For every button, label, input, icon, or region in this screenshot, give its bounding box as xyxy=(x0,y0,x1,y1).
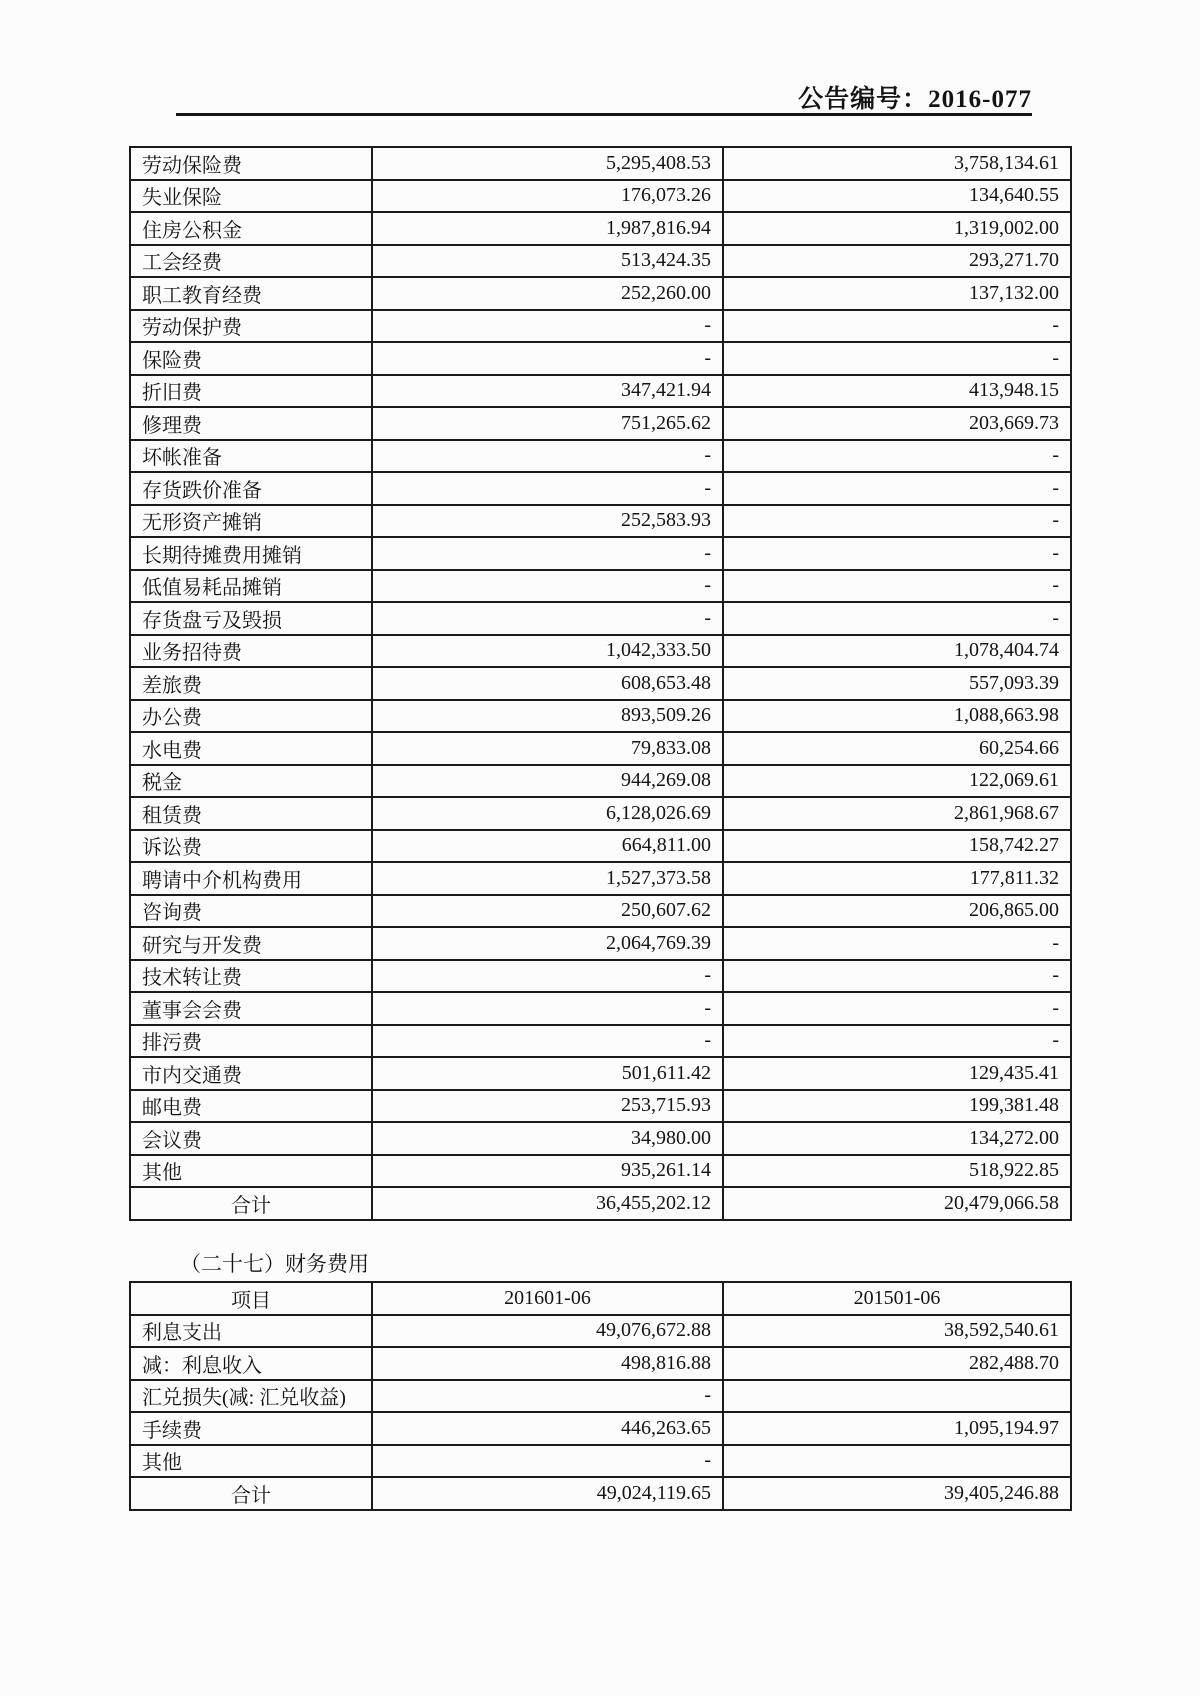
table-row xyxy=(130,570,1071,603)
row-label: 修理费 xyxy=(130,407,372,440)
prior-period-value: 3,758,134.61 xyxy=(723,147,1071,180)
table-row xyxy=(130,602,1071,635)
prior-period-value: - xyxy=(723,505,1071,538)
table-row xyxy=(130,862,1071,895)
current-period-value: - xyxy=(372,310,723,343)
prior-period-value: 177,811.32 xyxy=(723,862,1071,895)
table-row xyxy=(130,1412,1071,1445)
table-row xyxy=(130,342,1071,375)
prior-period-value: 1,088,663.98 xyxy=(723,700,1071,733)
row-label: 存货跌价准备 xyxy=(130,472,372,505)
table-row xyxy=(130,732,1071,765)
row-label: 税金 xyxy=(130,765,372,798)
row-label: 减：利息收入 xyxy=(130,1347,372,1380)
total-row xyxy=(130,1187,1071,1220)
row-label: 其他 xyxy=(130,1445,372,1478)
table-row xyxy=(130,992,1071,1025)
prior-period-value: 134,272.00 xyxy=(723,1122,1071,1155)
current-period-value: - xyxy=(372,992,723,1025)
table-row xyxy=(130,667,1071,700)
row-label: 办公费 xyxy=(130,700,372,733)
current-period-value: 935,261.14 xyxy=(372,1155,723,1188)
finance-header-item: 项目 xyxy=(130,1282,372,1315)
current-period-value: - xyxy=(372,472,723,505)
table-row xyxy=(130,407,1071,440)
prior-period-value: - xyxy=(723,927,1071,960)
table-row xyxy=(130,245,1071,278)
row-label: 低值易耗品摊销 xyxy=(130,570,372,603)
row-label: 研究与开发费 xyxy=(130,927,372,960)
prior-period-value: 137,132.00 xyxy=(723,277,1071,310)
prior-period-value: 20,479,066.58 xyxy=(723,1187,1071,1220)
table-row xyxy=(130,927,1071,960)
table-row xyxy=(130,375,1071,408)
prior-period-value: - xyxy=(723,537,1071,570)
prior-period-value: 206,865.00 xyxy=(723,895,1071,928)
row-label: 职工教育经费 xyxy=(130,277,372,310)
row-label: 聘请中介机构费用 xyxy=(130,862,372,895)
table-row xyxy=(130,1090,1071,1123)
prior-period-value: 129,435.41 xyxy=(723,1057,1071,1090)
current-period-value: - xyxy=(372,1025,723,1058)
table-row xyxy=(130,960,1071,993)
current-period-value: 6,128,026.69 xyxy=(372,797,723,830)
row-label: 工会经费 xyxy=(130,245,372,278)
current-period-value: 250,607.62 xyxy=(372,895,723,928)
current-period-value: 34,980.00 xyxy=(372,1122,723,1155)
row-label: 排污费 xyxy=(130,1025,372,1058)
row-label: 合计 xyxy=(130,1187,372,1220)
table-row xyxy=(130,895,1071,928)
prior-period-value: - xyxy=(723,1025,1071,1058)
current-period-value: 2,064,769.39 xyxy=(372,927,723,960)
table-row xyxy=(130,310,1071,343)
row-label: 董事会会费 xyxy=(130,992,372,1025)
row-label: 诉讼费 xyxy=(130,830,372,863)
prior-period-value: - xyxy=(723,992,1071,1025)
current-period-value: - xyxy=(372,570,723,603)
current-period-value: 608,653.48 xyxy=(372,667,723,700)
table-row xyxy=(130,1445,1071,1478)
prior-period-value: - xyxy=(723,472,1071,505)
current-period-value: 252,260.00 xyxy=(372,277,723,310)
table-row xyxy=(130,700,1071,733)
finance-header-period-2016: 201601-06 xyxy=(372,1282,723,1315)
row-label: 无形资产摊销 xyxy=(130,505,372,538)
total-row xyxy=(130,1477,1071,1510)
current-period-value: 498,816.88 xyxy=(372,1347,723,1380)
prior-period-value: 282,488.70 xyxy=(723,1347,1071,1380)
table-row xyxy=(130,537,1071,570)
table-row xyxy=(130,1057,1071,1090)
row-label: 技术转让费 xyxy=(130,960,372,993)
row-label: 汇兑损失(减: 汇兑收益) xyxy=(130,1380,372,1413)
finance-table xyxy=(129,1281,1072,1511)
row-label: 租赁费 xyxy=(130,797,372,830)
current-period-value: 1,987,816.94 xyxy=(372,212,723,245)
table-row xyxy=(130,765,1071,798)
current-period-value: 5,295,408.53 xyxy=(372,147,723,180)
current-period-value: - xyxy=(372,440,723,473)
current-period-value: 1,042,333.50 xyxy=(372,635,723,668)
table-row xyxy=(130,635,1071,668)
current-period-value: - xyxy=(372,342,723,375)
prior-period-value: 39,405,246.88 xyxy=(723,1477,1071,1510)
current-period-value: 513,424.35 xyxy=(372,245,723,278)
finance-header-period-2015: 201501-06 xyxy=(723,1282,1071,1315)
current-period-value: 664,811.00 xyxy=(372,830,723,863)
current-period-value: 79,833.08 xyxy=(372,732,723,765)
row-label: 长期待摊费用摊销 xyxy=(130,537,372,570)
prior-period-value: 2,861,968.67 xyxy=(723,797,1071,830)
prior-period-value: - xyxy=(723,570,1071,603)
current-period-value: 501,611.42 xyxy=(372,1057,723,1090)
current-period-value: - xyxy=(372,1380,723,1413)
prior-period-value: - xyxy=(723,342,1071,375)
prior-period-value: - xyxy=(723,960,1071,993)
finance-table-body xyxy=(130,1315,1071,1510)
prior-period-value: 134,640.55 xyxy=(723,180,1071,213)
table-row xyxy=(130,1025,1071,1058)
table-row xyxy=(130,1122,1071,1155)
current-period-value: 49,024,119.65 xyxy=(372,1477,723,1510)
prior-period-value: 203,669.73 xyxy=(723,407,1071,440)
current-period-value: 446,263.65 xyxy=(372,1412,723,1445)
table-row xyxy=(130,797,1071,830)
prior-period-value: 557,093.39 xyxy=(723,667,1071,700)
prior-period-value: 158,742.27 xyxy=(723,830,1071,863)
current-period-value: - xyxy=(372,602,723,635)
expense-table-body xyxy=(130,147,1071,1220)
section-title: （二十七）财务费用 xyxy=(180,1252,369,1276)
row-label: 存货盘亏及毁损 xyxy=(130,602,372,635)
row-label: 业务招待费 xyxy=(130,635,372,668)
prior-period-value: - xyxy=(723,602,1071,635)
current-period-value: 252,583.93 xyxy=(372,505,723,538)
prior-period-value: 1,078,404.74 xyxy=(723,635,1071,668)
table-row xyxy=(130,1155,1071,1188)
row-label: 劳动保护费 xyxy=(130,310,372,343)
row-label: 市内交通费 xyxy=(130,1057,372,1090)
prior-period-value xyxy=(723,1380,1071,1413)
table-row xyxy=(130,440,1071,473)
prior-period-value: 122,069.61 xyxy=(723,765,1071,798)
current-period-value: 253,715.93 xyxy=(372,1090,723,1123)
table-row xyxy=(130,505,1071,538)
table-row xyxy=(130,1380,1071,1413)
prior-period-value: 1,095,194.97 xyxy=(723,1412,1071,1445)
current-period-value: - xyxy=(372,537,723,570)
row-label: 会议费 xyxy=(130,1122,372,1155)
current-period-value: - xyxy=(372,960,723,993)
row-label: 其他 xyxy=(130,1155,372,1188)
current-period-value: 944,269.08 xyxy=(372,765,723,798)
row-label: 住房公积金 xyxy=(130,212,372,245)
table-row xyxy=(130,147,1071,180)
prior-period-value: 413,948.15 xyxy=(723,375,1071,408)
current-period-value: 176,073.26 xyxy=(372,180,723,213)
header-rule xyxy=(176,113,1032,116)
table-row xyxy=(130,830,1071,863)
row-label: 咨询费 xyxy=(130,895,372,928)
row-label: 邮电费 xyxy=(130,1090,372,1123)
current-period-value: 347,421.94 xyxy=(372,375,723,408)
prior-period-value: 38,592,540.61 xyxy=(723,1315,1071,1348)
table-row xyxy=(130,1347,1071,1380)
row-label: 差旅费 xyxy=(130,667,372,700)
prior-period-value: 199,381.48 xyxy=(723,1090,1071,1123)
table-row xyxy=(130,1315,1071,1348)
prior-period-value: - xyxy=(723,310,1071,343)
table-row xyxy=(130,472,1071,505)
table-row xyxy=(130,277,1071,310)
current-period-value: 893,509.26 xyxy=(372,700,723,733)
prior-period-value: - xyxy=(723,440,1071,473)
expense-table xyxy=(129,146,1072,1221)
row-label: 利息支出 xyxy=(130,1315,372,1348)
table-row xyxy=(130,180,1071,213)
row-label: 保险费 xyxy=(130,342,372,375)
current-period-value: 1,527,373.58 xyxy=(372,862,723,895)
finance-header-row xyxy=(130,1282,1071,1315)
prior-period-value: 60,254.66 xyxy=(723,732,1071,765)
current-period-value: 36,455,202.12 xyxy=(372,1187,723,1220)
current-period-value: - xyxy=(372,1445,723,1478)
current-period-value: 751,265.62 xyxy=(372,407,723,440)
row-label: 失业保险 xyxy=(130,180,372,213)
prior-period-value: 518,922.85 xyxy=(723,1155,1071,1188)
row-label: 劳动保险费 xyxy=(130,147,372,180)
row-label: 手续费 xyxy=(130,1412,372,1445)
row-label: 合计 xyxy=(130,1477,372,1510)
row-label: 水电费 xyxy=(130,732,372,765)
prior-period-value: 1,319,002.00 xyxy=(723,212,1071,245)
prior-period-value: 293,271.70 xyxy=(723,245,1071,278)
current-period-value: 49,076,672.88 xyxy=(372,1315,723,1348)
prior-period-value xyxy=(723,1445,1071,1478)
notice-number: 公告编号：2016-077 xyxy=(798,86,1032,113)
table-row xyxy=(130,212,1071,245)
row-label: 折旧费 xyxy=(130,375,372,408)
row-label: 坏帐准备 xyxy=(130,440,372,473)
